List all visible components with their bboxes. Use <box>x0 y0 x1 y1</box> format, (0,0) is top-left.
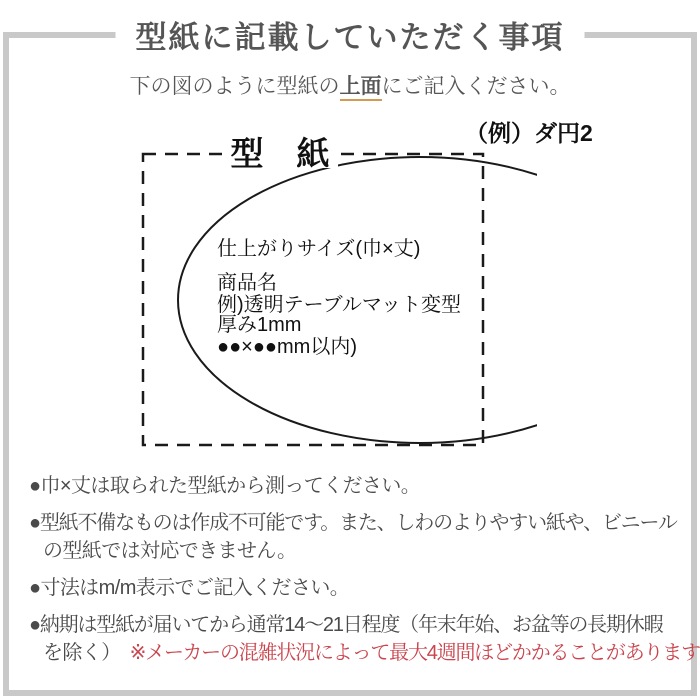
annotation-thickness: 厚み1mm <box>217 314 302 336</box>
notes-list <box>29 472 700 676</box>
example-type-label: （例）ダ円2 <box>465 120 593 146</box>
annotation-dimensions: ●●×●●mm以内) <box>217 336 357 358</box>
note-line: ●寸法はm/m表示でご記入ください。 <box>29 577 350 599</box>
note-line: ●納期は型紙が届いてから通常14～21日程度（年末年始、お盆等の長期休暇 <box>29 614 663 636</box>
page-subtitle <box>0 70 700 100</box>
note-line-prefix: を除く） <box>43 642 121 664</box>
annotation-product-name: 商品名 <box>217 272 277 294</box>
annotation-product-example: 例)透明テーブルマット変型 <box>217 294 462 316</box>
note-item-delivery <box>29 611 700 667</box>
annotation-finished-size: 仕上がりサイズ(巾×丈) <box>217 238 421 260</box>
note-line: ●型紙不備なものは作成不可能です。また、しわのよりやすい紙や、ビニール <box>29 512 677 534</box>
pattern-paper-diagram <box>130 110 600 462</box>
subtitle-emphasis: 上面 <box>340 75 382 101</box>
pattern-paper-label: 型 紙 <box>230 135 330 172</box>
note-item-units <box>29 574 694 602</box>
note-line: の型紙では対応できません。 <box>43 540 297 562</box>
page-title: 型紙に記載していただく事項 <box>116 12 585 57</box>
note-line: ●巾×丈は取られた型紙から測ってください。 <box>29 475 421 497</box>
note-item-measure <box>29 472 694 500</box>
subtitle-prefix: 下の図のように型紙の <box>129 75 340 98</box>
note-item-invalid-pattern <box>29 509 694 565</box>
note-line <box>43 639 700 667</box>
note-delivery-warning-red: ※メーカーの混雑状況によって最大4週間ほどかかることがあります <box>129 642 700 664</box>
subtitle-suffix: にご記入ください。 <box>381 75 571 98</box>
